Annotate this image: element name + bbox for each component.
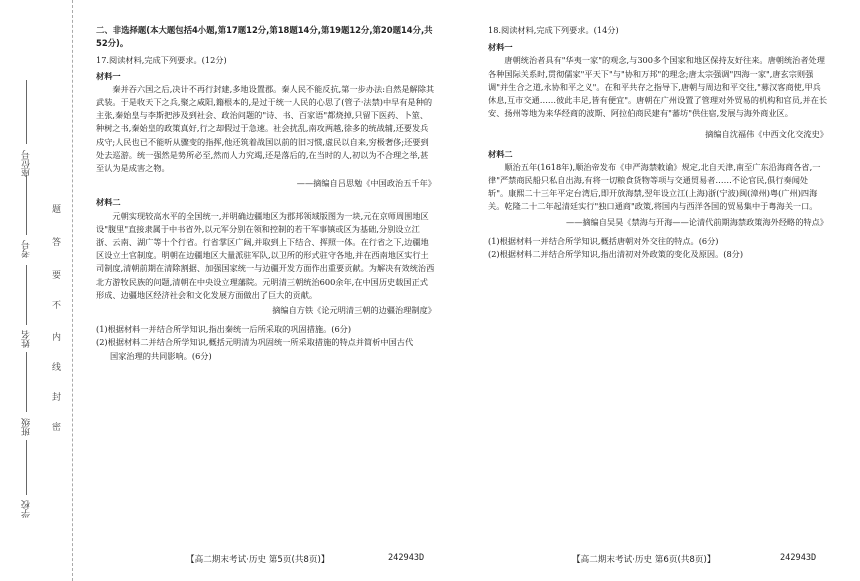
- material-2-source: ——摘编自吴昊《禁海与开海——论清代前期海禁政策海外经略的特点》: [565, 216, 828, 227]
- page-6-footer: 【高二期末考试·历史 第6页(共8页)】: [572, 555, 716, 565]
- seat-line: [26, 80, 27, 144]
- seal-char: 密: [52, 423, 62, 433]
- exam-no-line: [26, 175, 27, 235]
- question-17-2-cont: 国家治理的共同影响。(6分): [110, 350, 212, 361]
- class-line: [26, 352, 27, 412]
- seal-char: 不: [52, 301, 62, 311]
- material-1-source: 摘编自沈福伟《中西文化交流史》: [705, 129, 828, 140]
- material-1-heading: 材料一: [488, 42, 513, 53]
- name-line: [26, 265, 27, 325]
- page-5-footer: 【高二期末考试·历史 第5页(共8页)】: [186, 555, 330, 565]
- material-1-text: 秦并吞六国之后,决计不再行封建,多地设置郡。秦人民不能反抗,第一步办法:自然是解除其武装。于是收天下之兵,聚之咸阳,籍根本的,是过于统一人民的心思了(管子·法禁)中早有是种的主张,秦始皇与李斯把涉及到社会、政治问题的"诗、书、百家语"都烧掉,只留下医药、卜筮、种树之书,秦始皇的政策真好,行之却假过于急速。社会扰乱,南攻两越,徐多的统战辅,还要发兵戍守;人民也已不能听从骤变的指挥,他还筑着战国以前的旧习惯,虚民以自来,穷极奢侈;还要到处去巡游。统一强然是势所必至,然而人力究竭,还是落后的,在当时的人,初以为不合理之举,甚至认为是成害之物。: [96, 83, 435, 174]
- material-2-text: 顺治五年(1618年),顺治帝发布《申严海禁敕谕》规定,北自天津,南至广东沿海商各省,一律"严禁商民船只私自出海,有将一切粮食货物等项与交通贸易者……不论官民,俱行奏闻处斩"。康熙二十三年平定台湾后,即开放海禁,翌年设立江(上海)浙(宁波)闽(漳州)粤(广州)四海关。乾隆二十二年起清廷实行"独口通商"政策,将国内与西洋各国的贸易集中于粤海关一口。: [488, 161, 821, 212]
- seal-char: 封: [52, 393, 62, 403]
- seat-label: 座位号: [22, 150, 32, 177]
- section-title: 二、非选择题(本大题包括4小题,第17题12分,第18题14分,第19题12分,第20题14分,共52分)。: [96, 25, 433, 49]
- seal-char: 题: [52, 205, 62, 215]
- school-label: 学校: [22, 500, 32, 518]
- seal-char: 内: [52, 333, 62, 343]
- question-18-2: (2)根据材料二并结合所学知识,指出清初对外政策的变化及原因。(8分): [488, 249, 744, 260]
- page-6-code: 242943D: [780, 553, 817, 563]
- binding-margin: [0, 0, 73, 581]
- question-18-title: 18.阅读材料,完成下列要求。(14分): [488, 25, 619, 35]
- question-17-1: (1)根据材料一并结合所学知识,指出秦统一后所采取的巩固措施。(6分): [96, 324, 352, 335]
- class-label: 班级: [22, 418, 32, 436]
- seal-char: 线: [52, 363, 62, 373]
- question-17-title: 17.阅读材料,完成下列要求。(12分): [96, 55, 227, 66]
- material-1-heading: 材料一: [96, 70, 121, 81]
- page-5: [96, 24, 436, 363]
- material-2-text: 元朝实现较高水平的全国统一,并明确边疆地区为郡邦领域版图为一块,元在京师周围地区设"腹里"直接隶属于中书省外,以元军分别在领和控制的若干军事镇或区为基础,分别设立江浙、云南、湖广等十个行省。行省掌区广阔,并取到上下结合、挥照一体。在行省之下,边疆地区设立土官制度。明朝在边疆地区大量派驻军队,以卫所的形式驻守各地,并在西南地区实行土司制度,清朝前期在清除割据、加强国家统一与边疆开发方面作出重要贡献。为解决有效统治西北方游牧民族的问题,清朝在中央设立理藩院。元明清三朝统治600余年,在中国历史载国正式形成、边疆地区经济社会和文化发展方面做出了巨大的贡献。: [96, 210, 435, 300]
- material-1-text: 唐朝统治者具有"华夷一家"的观念,与300多个国家和地区保持友好往来。唐朝统治者处理各种国际关系时,贯彻儒家"平天下"与"协和万邦"的理念;唐太宗强调"四海一家",唐玄宗则强调"并生合之道,永协和平之义"。在和平共存之指导下,唐朝与周边和平交往,"募汉客商使,甲兵休息,互市交通……彼此丰足,皆有便宜"。唐朝在广州设置了管理对外贸易的机构和官员,并在长安、扬州等地为来华经商的波斯、阿拉伯商民建有"蕃坊"供住宿,发展与海外商业区。: [488, 55, 828, 119]
- seal-char: 要: [52, 271, 62, 281]
- material-2-heading: 材料二: [488, 148, 513, 159]
- page-6: [488, 24, 828, 261]
- school-line: [26, 440, 27, 495]
- material-2-heading: 材料二: [96, 197, 121, 208]
- seal-char: 答: [52, 238, 62, 248]
- question-18-1: (1)根据材料一并结合所学知识,概括唐朝对外交往的特点。(6分): [488, 235, 719, 246]
- material-2-source: 摘编自方铁《论元明清三朝的边疆治理制度》: [272, 305, 436, 316]
- page-5-code: 242943D: [388, 553, 425, 563]
- question-17-2: (2)根据材料二并结合所学知识,概括元明清为巩固统一所采取措施的特点并简析中国古代: [96, 337, 414, 348]
- exam-no-label: 考号: [22, 240, 32, 258]
- name-label: 姓名: [22, 330, 32, 348]
- material-1-source: ——摘编自吕思勉《中国政治五千年》: [296, 178, 436, 189]
